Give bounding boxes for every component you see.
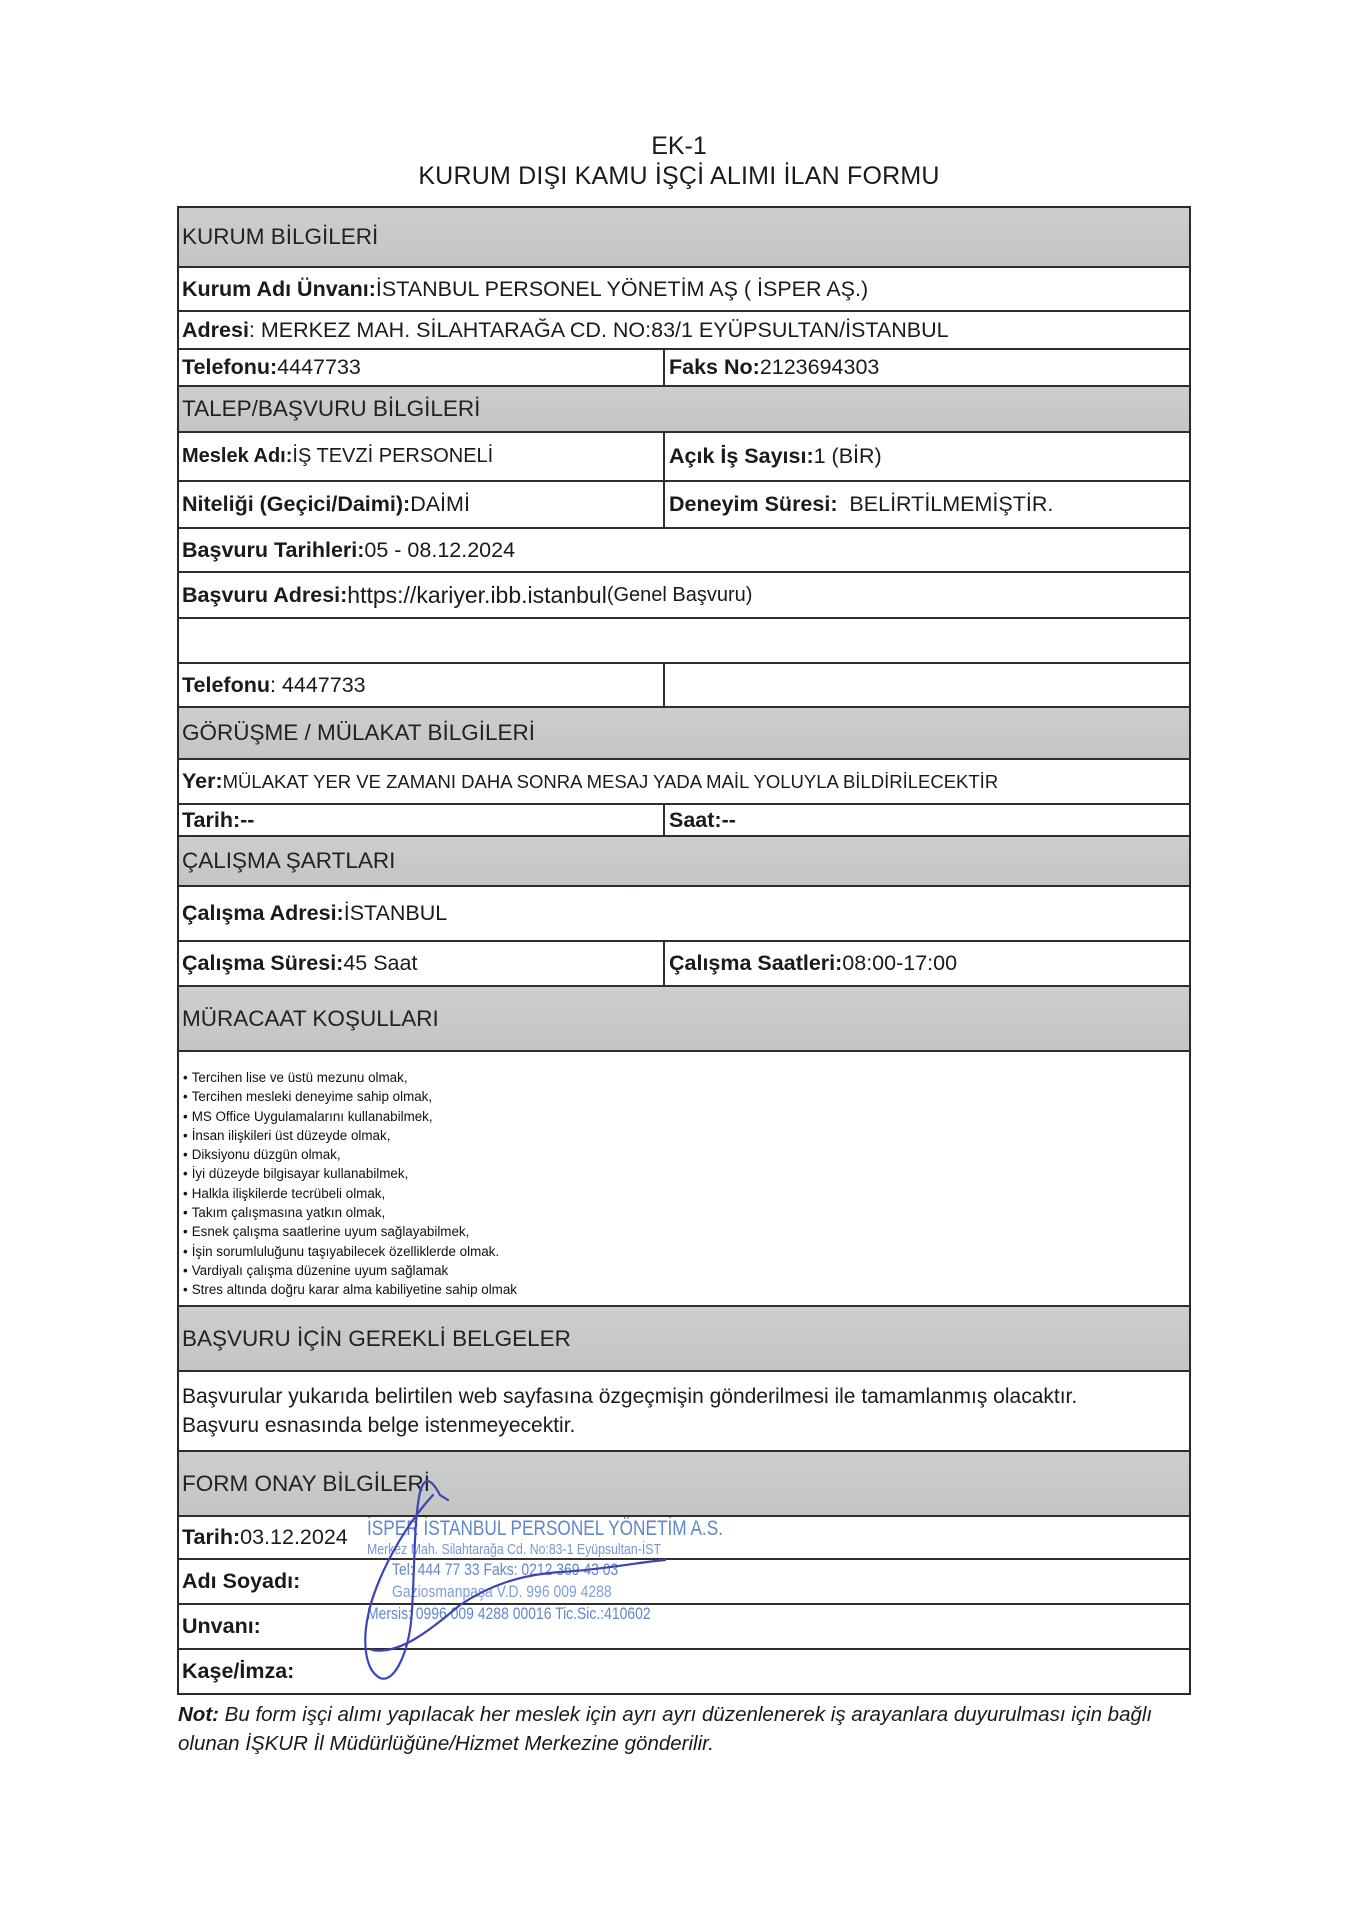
documents-line-2: Başvuru esnasında belge istenmeyecektir. — [182, 1414, 576, 1437]
field-label: Saat:-- — [669, 807, 736, 832]
note-text: Bu form işçi alımı yapılacak her meslek için ayrı ayrı düzenlenerek iş arayanlara duyurulması için bağlı olunan İŞKUR İl Müdürlüğüne/Hizmet Merkezine gönderilir. — [178, 1703, 1153, 1755]
row-basvuru-adresi — [179, 573, 1189, 619]
field-basvuru-tarihleri — [179, 529, 1189, 571]
field-value: DAİMİ — [410, 492, 470, 516]
field-value: İŞ TEVZİ PERSONELİ — [292, 445, 494, 467]
section-form-onay — [179, 1452, 1189, 1517]
form-title: KURUM DIŞI KAMU İŞÇİ ALIMI İLAN FORMU — [418, 162, 940, 190]
section-kurum-bilgileri — [179, 208, 1189, 268]
section-title: KURUM BİLGİLERİ — [182, 224, 379, 249]
form-note — [178, 1700, 1198, 1758]
field-telefon — [179, 350, 665, 385]
blank-cell — [179, 619, 1189, 662]
field-value: 4447733 — [277, 355, 361, 379]
row-calisma-suresi-saatleri — [179, 942, 1189, 987]
field-kurum-adi — [179, 268, 1189, 310]
row-yer — [179, 760, 1189, 805]
stamp-line: İSPER İSTANBUL PERSONEL YÖNETİM A.S. — [367, 1517, 723, 1540]
section-title: GÖRÜŞME / MÜLAKAT BİLGİLERİ — [182, 720, 536, 745]
job-posting-form — [177, 206, 1191, 1695]
field-value: 08:00-17:00 — [842, 951, 958, 975]
documents-paragraph — [179, 1372, 1189, 1450]
row-onay-tarih — [179, 1517, 1189, 1560]
conditions-list — [183, 1068, 1189, 1300]
field-note: (Genel Başvuru) — [606, 583, 753, 606]
field-kase-imza — [179, 1650, 1189, 1693]
row-kurum-adi — [179, 268, 1189, 312]
row-basvuru-telefon — [179, 664, 1189, 708]
empty-cell — [665, 664, 1189, 706]
field-value: 45 Saat — [343, 951, 418, 975]
section-title: MÜRACAAT KOŞULLARI — [182, 1005, 439, 1031]
row-telefon-faks — [179, 350, 1189, 387]
field-label: Çalışma Saatleri: — [669, 951, 843, 975]
field-label: Açık İş Sayısı: — [669, 444, 814, 468]
field-calisma-adresi — [179, 887, 1189, 940]
conditions-list-container — [179, 1052, 1189, 1305]
field-label: Kaşe/İmza: — [182, 1659, 295, 1683]
condition-item: • Tercihen lise ve üstü mezunu olmak, — [183, 1068, 1189, 1087]
documents-line-1: Başvurular yukarıda belirtilen web sayfasına özgeçmişin gönderilmesi ile tamamlanmış olacaktır. — [182, 1385, 1078, 1408]
field-label: Niteliği (Geçici/Daimi): — [182, 492, 411, 516]
section-title: TALEP/BAŞVURU BİLGİLERİ — [182, 396, 481, 421]
section-gerekli-belgeler — [179, 1307, 1189, 1372]
row-basvuru-tarihleri — [179, 529, 1189, 573]
field-basvuru-adresi — [179, 573, 1189, 617]
section-title: FORM ONAY BİLGİLERİ — [182, 1470, 430, 1496]
row-meslek-acik-is — [179, 433, 1189, 482]
row-adres — [179, 312, 1189, 350]
field-value: 03.12.2024 — [240, 1525, 348, 1549]
row-belgeler-text — [179, 1372, 1189, 1452]
field-yer — [179, 760, 1189, 803]
field-label: Deneyim Süresi: — [669, 492, 838, 516]
stamp-line: Gaziosmanpaşa V.D. 996 009 4288 — [392, 1582, 612, 1601]
stamp-line: Merkez Mah. Silahtarağa Cd. No:83-1 Eyüpsultan-İST — [367, 1541, 661, 1558]
field-label: Başvuru Tarihleri: — [182, 537, 365, 562]
field-tarih — [179, 805, 665, 835]
row-calisma-adresi — [179, 887, 1189, 942]
field-deneyim-suresi — [665, 482, 1189, 527]
annex-label: EK-1 — [651, 132, 707, 160]
field-label: Yer: — [182, 769, 223, 793]
field-value: 2123694303 — [759, 355, 880, 379]
field-label: Çalışma Adresi: — [182, 901, 344, 925]
field-unvani — [179, 1605, 1189, 1648]
application-url-link[interactable]: https://kariyer.ibb.istanbul — [347, 581, 607, 608]
field-saat — [665, 805, 1189, 835]
field-label: Telefonu — [182, 672, 270, 697]
section-title: ÇALIŞMA ŞARTLARI — [182, 848, 396, 873]
field-label: Adresi — [182, 317, 249, 342]
section-talep-basvuru — [179, 387, 1189, 433]
row-conditions — [179, 1052, 1189, 1307]
field-label: Meslek Adı: — [182, 445, 293, 467]
field-label: Faks No: — [669, 355, 760, 379]
field-value: 1 (BİR) — [813, 444, 882, 468]
condition-item: • MS Office Uygulamalarını kullanabilmek, — [183, 1107, 1189, 1126]
field-value: İSTANBUL — [343, 901, 448, 925]
condition-item: • Esnek çalışma saatlerine uyum sağlayabilmek, — [183, 1222, 1189, 1241]
condition-item: • Tercihen mesleki deneyime sahip olmak, — [183, 1087, 1189, 1106]
condition-item: • İşin sorumluluğunu taşıyabilecek özelliklerde olmak. — [183, 1242, 1189, 1261]
condition-item: • İyi düzeyde bilgisayar kullanabilmek, — [183, 1164, 1189, 1183]
section-calisma-sartlari — [179, 837, 1189, 887]
condition-item: • Stres altında doğru karar alma kabiliyetine sahip olmak — [183, 1280, 1189, 1299]
condition-item: • İnsan ilişkileri üst düzeyde olmak, — [183, 1126, 1189, 1145]
field-label: Adı Soyadı: — [182, 1569, 301, 1593]
field-adres — [179, 312, 1189, 348]
condition-item: • Diksiyonu düzgün olmak, — [183, 1145, 1189, 1164]
field-value: : MERKEZ MAH. SİLAHTARAĞA CD. NO:83/1 EYÜPSULTAN/İSTANBUL — [248, 317, 949, 342]
field-value: BELİRTİLMEMİŞTİR. — [837, 492, 1054, 516]
field-adi-soyadi — [179, 1560, 1189, 1603]
stamp-line: Tel: 444 77 33 Faks: 0212 369 43 03 — [392, 1560, 619, 1579]
field-label: Telefonu: — [182, 355, 278, 379]
field-label: Tarih: — [182, 1525, 241, 1549]
field-value: : 4447733 — [269, 672, 366, 697]
section-gorusme-mulakat — [179, 708, 1189, 760]
field-onay-tarih — [179, 1517, 1189, 1558]
row-adi-soyadi — [179, 1560, 1189, 1605]
field-acik-is-sayisi — [665, 433, 1189, 480]
note-label: Not: — [178, 1703, 219, 1726]
field-faks — [665, 350, 1189, 385]
field-value: İSTANBUL PERSONEL YÖNETİM AŞ ( İSPER AŞ.) — [375, 276, 869, 301]
section-muracaat-kosullari — [179, 987, 1189, 1052]
field-label: Çalışma Süresi: — [182, 951, 344, 975]
condition-item: • Takım çalışmasına yatkın olmak, — [183, 1203, 1189, 1222]
field-niteligi — [179, 482, 665, 527]
field-value: MÜLAKAT YER VE ZAMANI DAHA SONRA MESAJ YADA MAİL YOLUYLA BİLDİRİLECEKTİR — [222, 770, 999, 792]
field-calisma-suresi — [179, 942, 665, 985]
row-kase-imza — [179, 1650, 1189, 1693]
row-blank — [179, 619, 1189, 664]
row-tarih-saat — [179, 805, 1189, 837]
row-unvani — [179, 1605, 1189, 1650]
field-label: Başvuru Adresi: — [182, 582, 348, 607]
field-telefon — [179, 664, 665, 706]
condition-item: • Halkla ilişkilerde tecrübeli olmak, — [183, 1184, 1189, 1203]
field-meslek-adi — [179, 433, 665, 480]
field-label: Tarih:-- — [182, 807, 255, 832]
field-label: Kurum Adı Ünvanı: — [182, 276, 376, 301]
field-calisma-saatleri — [665, 942, 1189, 985]
row-nitelik-deneyim — [179, 482, 1189, 529]
field-label: Unvanı: — [182, 1614, 261, 1638]
field-value: 05 - 08.12.2024 — [364, 537, 516, 562]
condition-item: • Vardiyalı çalışma düzenine uyum sağlamak — [183, 1261, 1189, 1280]
section-title: BAŞVURU İÇİN GEREKLİ BELGELER — [182, 1325, 571, 1351]
stamp-line: Mersis: 0996 009 4288 00016 Tic.Sic.:410602 — [367, 1604, 651, 1623]
